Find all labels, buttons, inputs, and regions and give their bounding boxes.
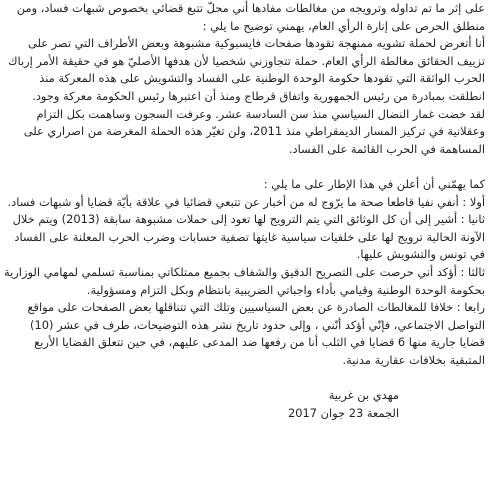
point-fourth: رابعا : خلافا للمغالطات الصادرة عن بعض السياسيين وتلك التي تتناقلها بعض الصفحات على مواقع التواصل الاجتماعي، فإنّي أؤكد أنّني ، وإلى حدود تاريخ نشر هذه التوضيحات، طرف في عشر (10) قضايا جارية منها 6 قضايا في الثلب أنا من رفعها ضد المدعى عليهم، في حين تتعلق القضايا الأربع المتبقية بخلافات عقارية مدنية. (27, 300, 485, 367)
signature-date: الجمعة 23 جوان 2017 (288, 405, 399, 420)
struggle-paragraph: لقد خضت غمار النضال السياسي منذ سن السادسة عشر. وعرفت السجون وساهمت بكل التزام وعقلانية في تركيز المسار الديمقراطي منذ 2011، ولن تغيّر هذه الحملة المغرضة من اصراري على المساهمة في الحرب القائمة على الفساد. (23, 106, 485, 156)
intro-paragraph: على إثر ما تم تداوله وترويجه من مغالطات مفادها أني محلّ تتبع قضائي بخصوص شبهات فساد، ومن منطلق الحرص على إنارة الرأي العام، يهمني توضيح ما يلي : (16, 1, 485, 33)
point-second: ثانيا : أشير إلى أن كل الوثائق التي يتم الترويج لها تعود إلى حملات مشبوهة سابقة (2013) ويتم خلال الآونة الحالية ترويج لها على خلفيات سياسية غايتها تصفية حسابات وضرب الحرب المعلنة على الفساد في تونس والتشويش عليها. (12, 212, 485, 262)
point-third: ثالثا : أؤكد أني حرصت على التصريح الدقيق والشفاف بجميع ممتلكاتي بمناسبة تسلمي لمهامي الوزارية بحكومة الوحدة الوطنية وقيامي بأداء واجباتي الضريبية بانتظام وبكل التزام ومسؤولية. (4, 264, 485, 297)
announcement-paragraph: كما يهمّني أن أعلن في هذا الإطار على ما يلي : (263, 176, 485, 191)
point-first: أولا : أنفي نفيا قاطعا صحة ما يرّوج له من أخبار عن تتبعي قضائيا في علاقة بأيّة قضايا أو شبهات فساد. (7, 194, 485, 209)
signature-block (2, 387, 399, 422)
campaign-paragraph: أنا أتعرض لحملة تشويه ممنهجة تقودها صفحات فايسبوكية مشبوهة وبعض الأطراف التي تصر على تزييف الحقائق مغالطة الرأي العام. حملة تتجاوزني شخصيا لأن هدفها الأصليّ هو في حقيقة الأمر إرباك الحرب الواثقة التي تقودها حكومة الوحدة الوطنية على الفساد والتشويش على هذه المعركة منذ انطلقت بمبادرة من رئيس الجمهورية واتفاق قرطاج ومنذ أن اعتبرها رئيس الحكومة معركة وجود. (8, 36, 485, 103)
signature-name: مهدي بن غربية (328, 388, 399, 403)
